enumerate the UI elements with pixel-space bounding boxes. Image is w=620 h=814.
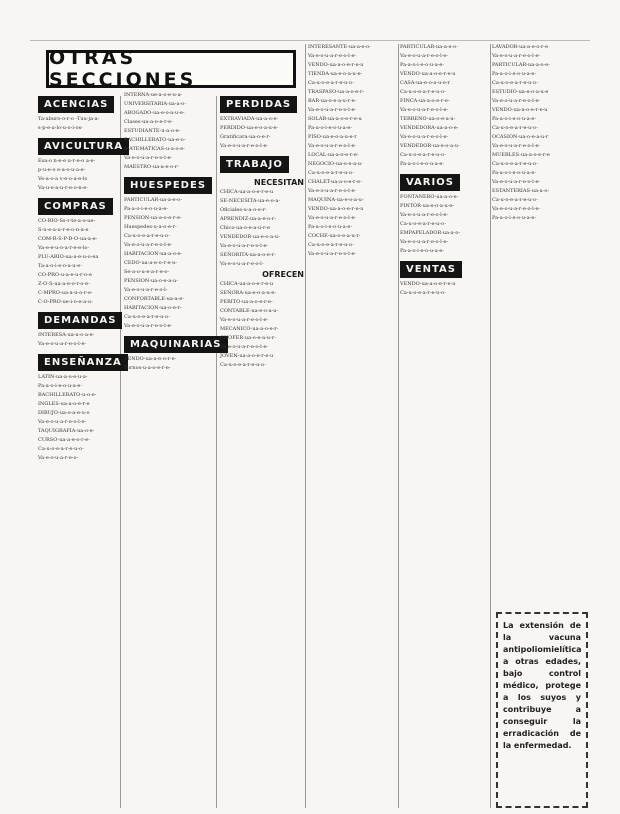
classified-ad: C-O-PRO-ue-i-o-e-a-u- — [38, 299, 93, 305]
classified-ad: INGLES-ua-a-o-e-r-e — [38, 401, 90, 407]
classified-ad: CHOFER-ua-o-e-a-u-r- — [220, 335, 276, 341]
classified-ad: CO-RIO-Ss-r-te-a-o-ue- — [38, 218, 96, 224]
classified-ad: PERDIDO-ua-e-o-a-u-e- — [220, 125, 279, 131]
classified-ad: CHICA-ua-a-o-e-r-e-u — [220, 189, 274, 195]
classified-ad: Ca-u-o-e-a-r-e-u-o- — [492, 197, 538, 203]
classified-ad: Va-e-o-u-a-r-e-o-l- — [124, 287, 168, 293]
classified-ad: ESTANTERIAS-ua-a-o- — [492, 188, 550, 194]
classified-ad: SOLAR-ua-a-o-e-r-e-u — [308, 116, 362, 122]
classified-ad: ESTUDIO-ua-e-o-a-u-e — [492, 89, 549, 95]
classified-ad: BAR-ua-o-e-a-u-r-e- — [308, 98, 357, 104]
classified-ad: EMPAPELADOR-ua-a-o- — [400, 230, 461, 236]
column-rule — [398, 44, 399, 808]
classified-ad: ABOGADO-ua-e-o-a-u-e- — [124, 110, 185, 116]
classified-ad: Va-e-o-u-a-r-e-o-l-e- — [308, 188, 357, 194]
classified-ad: CURSO-ua-a-e-o-r-e- — [38, 437, 90, 443]
classified-ad: Va-e-o-u-a-r-e-o-l-e- — [400, 134, 449, 140]
section-heading: COMPRAS — [38, 198, 113, 215]
classified-ad: Va-e-o-u-a-r-e-o-l-e- — [124, 155, 173, 161]
section-title: OTRAS SECCIONES — [49, 47, 197, 91]
classified-ad: s-p-e-a-lo-u-o-i-os- — [38, 125, 83, 131]
classified-ad: JOVEN-ua-a-o-e-r-e-u — [220, 353, 274, 359]
classified-ad: Pa-a-o-i-e-o-u-a-e- — [400, 161, 445, 167]
classified-ad: MAESTRO-ua-a-e-o-r- — [124, 164, 179, 170]
classified-ad: FONTANERO-ua-a-o-e- — [400, 194, 459, 200]
classified-ad: PISO-ua-e-o-a-u-e-r — [308, 134, 357, 140]
classified-ad: Va-e-o-u-a-r-e-o-l-e- — [308, 215, 357, 221]
classified-ad: Va-e-o-u-a-r-e-o-l-e- — [38, 419, 87, 425]
classified-ad: HABITACION-ua-a-o-e- — [124, 251, 183, 257]
classified-ad: Ca-u-o-e-a-r-e-u-o- — [308, 170, 354, 176]
classified-ad: Va-e-o-u-a-r-e-o-l-e- — [492, 206, 541, 212]
classified-ad: Va-e-o-u-a-r-e-o-l-e- — [492, 143, 541, 149]
classified-ad: MAQUINA-ua-e-o-a-u- — [308, 197, 364, 203]
classified-ad: Ca-u-o-e-a-r-e-u-o- — [492, 125, 538, 131]
classified-ad: NEGOCIO-ua-o-e-a-u- — [308, 161, 363, 167]
classified-ad: COCHE-ua-o-e-a-u-r- — [308, 233, 361, 239]
classified-ad: COM-R-S-P-D-O-ua-a-e- — [38, 236, 98, 242]
classified-ad: Huespedes-u-a-o-e-r- — [124, 224, 177, 230]
classified-ad: VENDO-ua-a-o-e-r-e-u — [308, 206, 364, 212]
classified-ad: Pa-a-o-i-e-o-u-a-e- — [400, 248, 445, 254]
classified-ad: SEÑORITA-ua-a-o-e-r- — [220, 252, 276, 258]
classified-ad: Va-e-o-u-a-r-e-o-l-e- — [220, 317, 269, 323]
classified-ad: Chico-ua-o-e-a-u-r-e — [220, 225, 271, 231]
classified-ad: Ca-u-o-e-a-r-e-u-o- — [308, 242, 354, 248]
classified-ad: SEÑORA-ua-e-o-a-u-e- — [220, 290, 277, 296]
classified-ad: Va-e-o-u-a-r-e-o-l-e- — [400, 239, 449, 245]
classified-ad: Va-e-o-u-a-r-e-o-l-e- — [220, 344, 269, 350]
classified-ad: Va-e-o-u-a-r-e-o-l-e- — [308, 251, 357, 257]
classified-ad: INTERNA-ue-a-o-e-u-a- — [124, 92, 183, 98]
classified-ad: Va-u-e-a-u-r-e-o-n-e- — [38, 185, 88, 191]
classified-ad: INTERESA-ua-u-o-a-e- — [38, 332, 95, 338]
column-a — [38, 92, 126, 464]
classified-ad: Va-e-o-u-a-r-e-o-l-e- — [400, 107, 449, 113]
vaccination-notice — [496, 612, 588, 808]
classified-ad: Ca-u-o-e-a-r-e-u-o- — [400, 152, 446, 158]
classified-ad: C-MPRO-ua-a-u-o-r-e- — [38, 290, 93, 296]
classified-ad: PENSION-ua-a-o-e-r-e- — [124, 215, 182, 221]
section-heading: VARIOS — [400, 174, 460, 191]
classified-ad: Va-e-o-u-a-r-e-o-l-e- — [400, 53, 449, 59]
column-b — [124, 92, 222, 374]
classified-ad: BACHILLERATO-u-o-e- — [38, 392, 97, 398]
classified-ad: Tornos-u-a-o-e-r-e- — [124, 365, 171, 371]
classified-ad: Pa-a-o-i-e-o-u-a-e- — [492, 116, 537, 122]
classified-ad: Va-e-o-u-a-r-e-o-l-e- — [124, 242, 173, 248]
classified-ad: Pa-a-o-i-e-o-u-a-e- — [38, 383, 83, 389]
section-heading: DEMANDAS — [38, 312, 122, 329]
classified-ad: Ca-u-o-e-a-r-e-u-o- — [124, 233, 170, 239]
classified-ad: Va-e-o-u-a-r-e-o-l-e- — [38, 341, 87, 347]
classified-ad: Va-e-o-u-a-r-e-o-l-e- — [308, 143, 357, 149]
section-heading: PERDIDAS — [220, 96, 297, 113]
classified-ad: LAVADOR-ua-a-e-o-r-e — [492, 44, 549, 50]
classified-ad: CONTABLE-ua-e-o-a-u- — [220, 308, 279, 314]
classified-ad: Va-e-o-u-a-r-e-o-l-e- — [492, 98, 541, 104]
classified-ad: Pa-a-o-i-e-o-u-a-e- — [308, 224, 353, 230]
classified-ad: LOCAL-ua-a-o-e-r-e- — [308, 152, 359, 158]
classified-ad: Va-e-o-u-a-r-e-o-l-e- — [308, 53, 357, 59]
classified-ad: Ca-u-o-e-a-r-e-u-o- — [400, 290, 446, 296]
classified-ad: DIBUJO-ua-o-a-e-u-o — [38, 410, 90, 416]
section-heading: MAQUINARIAS — [124, 336, 228, 353]
classified-ad: PINTOR-ua-e-o-a-u-e- — [400, 203, 455, 209]
classified-ad: SE-NECESITA-ua-e-o-a- — [220, 198, 281, 204]
classified-ad: Va-e-o-u-a-r-e-o-l-e- — [492, 179, 541, 185]
classified-ad: CHICA-ua-a-o-e-r-e-u — [220, 281, 274, 287]
classified-ad: Ca-u-o-e-a-r-e-u-o- — [400, 221, 446, 227]
column-d — [308, 44, 396, 260]
classified-ad: Pa-a-o-i-e-o-u-a-e- — [124, 206, 169, 212]
classified-ad: TAQUIGRAFIA-ua-o-e- — [38, 428, 95, 434]
classified-ad: MUEBLES-ua-a-o-e-r-e — [492, 152, 550, 158]
section-heading: TRABAJO — [220, 156, 289, 173]
classified-ad: EXTRAVIADA-ua-a-o-e- — [220, 116, 279, 122]
classified-ad: Pa-a-o-i-e-o-u-a-e- — [308, 125, 353, 131]
classified-ad: Va-e-o-u-a-r-e-o- — [38, 455, 79, 461]
classified-ad: Va-e-o-u-a-r-e-o-l-e- — [308, 107, 357, 113]
classified-ad: Pa-a-o-i-e-o-u-a-e- — [492, 215, 537, 221]
classified-ad: Oficiales-u-a-o-e-r- — [220, 207, 267, 213]
classified-ad: VENDO-ua-a-o-e-r-e-u — [492, 107, 548, 113]
column-rule — [305, 44, 306, 808]
classified-ad: PARTICULAR-ua-a-e-o- — [400, 44, 458, 50]
classified-ad: Ca-u-o-e-a-r-e-u-o- — [492, 80, 538, 86]
column-c — [220, 92, 304, 371]
classified-ad: Se-a-o-u-e-a-r-e-o- — [124, 269, 170, 275]
classified-ad: VENDO-ua-a-o-e-r-e-u — [400, 71, 456, 77]
classified-ad: CASA-ua-e-o-a-u-e-r — [400, 80, 451, 86]
classified-ad: Ve-a-o-a v-e-o-a-e-ls — [38, 176, 88, 182]
classified-ad: Va-e-o-u-a-r-e-o-l-e- — [124, 323, 173, 329]
classified-ad: BACHILLERATO-ua-e-o- — [124, 137, 186, 143]
classified-ad: MECANICO-ua-a-o-e-r- — [220, 326, 279, 332]
classified-ad: PENSION-ua-o-e-a-u- — [124, 278, 178, 284]
classified-ad: HABITACION-ua-o-e-r- — [124, 305, 182, 311]
classified-ad: Va-e-e-u-o-a-r-e-e-lo- — [38, 245, 90, 251]
section-heading: VENTAS — [400, 261, 462, 278]
classified-ad: Ta-aburo-o-r-o -Tuu-ja-a- — [38, 116, 100, 122]
classified-ad: VENDEDORA-ua-a-o-e- — [400, 125, 459, 131]
classified-ad: CHALET-ua-a-o-e-r-e- — [308, 179, 362, 185]
classified-ad: UNIVERSITARIA-ua-a-o- — [124, 101, 186, 107]
classified-ad: OCASION-ua-o-e-a-u-r — [492, 134, 549, 140]
section-subheading: NECESITAN — [254, 178, 304, 187]
classified-ad: VENDEDOR-ua-e-o-a-u- — [400, 143, 460, 149]
section-heading: ACENCIAS — [38, 96, 114, 113]
classified-ad: Pa-a-o-i-e-o-u-a-e- — [400, 62, 445, 68]
classified-ad: ESTUDIANTE-u-a-o-e- — [124, 128, 181, 134]
section-heading: AVICULTURA — [38, 138, 129, 155]
column-e — [400, 44, 492, 299]
classified-ad: p-u-e-o e-a-o-u-a-e- — [38, 167, 86, 173]
classified-ad: Ca-u-o-e-a-r-e-u-o- — [308, 80, 354, 86]
classified-ad: CEDO-ua-a-e-o-r-e-u- — [124, 260, 178, 266]
classified-ad: Ca-u-o-e-a-r-e-u-o- — [492, 161, 538, 167]
classified-ad: CO-PRO-u-a-e-u-r-o-e — [38, 272, 92, 278]
classified-ad: INTERESANTE-ua-a-e-o- — [308, 44, 371, 50]
classified-ad: Va-e-o-u-a-r-e-o-l-e- — [220, 143, 269, 149]
classified-ad: PARTICULAR-ua-a-o-e- — [492, 62, 550, 68]
column-rule — [216, 96, 217, 808]
classified-ad: Va-e-o-u-a-r-e-o-l-e- — [220, 243, 269, 249]
classified-ad: PERITO-ua-a-o-e-r-e- — [220, 299, 273, 305]
classified-ad: Va-e-o-u-a-r-e-o-l- — [220, 261, 264, 267]
column-f — [492, 44, 584, 224]
top-rule — [30, 40, 590, 41]
classified-ad: Ca-u-o-e-a-r-e-u-o- — [400, 89, 446, 95]
section-heading: ENSEÑANZA — [38, 354, 128, 371]
notice-text: La extensión de la vacuna antipoliomielítica a otras edades, bajo control médico, protege a los suyos y contribuye a conseguir la erradicación de la enfermedad. — [503, 621, 582, 750]
section-heading: HUESPEDES — [124, 177, 212, 194]
classified-ad: VENDO-ua-a-e-o-r-e- — [124, 356, 177, 362]
section-title-box — [46, 47, 296, 91]
classified-ad: Gratificara-ua-o-e-r- — [220, 134, 271, 140]
classified-ad: CONFORTABLE-ua-a-e- — [124, 296, 184, 302]
classified-ad: VENDO-ua-a-o-e-r-e-u — [400, 281, 456, 287]
classified-ad: APRENDIZ-ua-a-e-o-r- — [220, 216, 276, 222]
classified-ad: VENDO-ua-a-o-e-r-e-u — [308, 62, 364, 68]
classified-ad: Ca-u-o-e-a-r-e-u-o- — [220, 362, 266, 368]
classified-ad: Clases-ua-a-o-e-r-e- — [124, 119, 173, 125]
classified-ad: TRASPASO-ua-a-o-e-r- — [308, 89, 365, 95]
classified-ad: MATEMATICAS-u-a-o-e- — [124, 146, 185, 152]
section-subheading: OFRECEN — [262, 270, 304, 279]
classified-ad: Va-e-o-u-a-r-e-o-l-e- — [492, 53, 541, 59]
classified-ad: VENDEDOR-ua-e-o-a-u- — [220, 234, 280, 240]
classified-ad: Esa-o n-e-e u-r-e-o a-e- — [38, 158, 96, 164]
classified-ad: Ca-u-o-e-a-r-e-u-o- — [124, 314, 170, 320]
classified-ad: S-u-e-a-u-r-e-o-n-a-e — [38, 227, 89, 233]
classified-ad: LATIN-ua-a-o-e-u-a- — [38, 374, 88, 380]
classified-ad: FINCA-ua-a-o-e-r-e- — [400, 98, 450, 104]
classified-ad: TERRENO-ua-o-e-a-u- — [400, 116, 456, 122]
classified-ad: Pa-a-o-i-e-o-u-a-e- — [492, 71, 537, 77]
classified-ad: Z-O-S-ua-a-e-o-r-o-e- — [38, 281, 90, 287]
classified-ad: PARTICULAR-ua-a-e-o- — [124, 197, 182, 203]
classified-ad: Pa-a-o-i-e-o-u-a-e- — [492, 170, 537, 176]
classified-ad: TIENDA-ua-e-o-a-u-e- — [308, 71, 363, 77]
classified-ad: PLU-ARIO-ua-a-e-u-o-ea — [38, 254, 99, 260]
classified-ad: Va-e-o-u-a-r-e-o-l-e- — [400, 212, 449, 218]
classified-ad: Ta-a-o-i-e-o-a-u-e- — [38, 263, 82, 269]
classified-ad: Ca-u-o-e-a-r-e-u-o- — [38, 446, 84, 452]
